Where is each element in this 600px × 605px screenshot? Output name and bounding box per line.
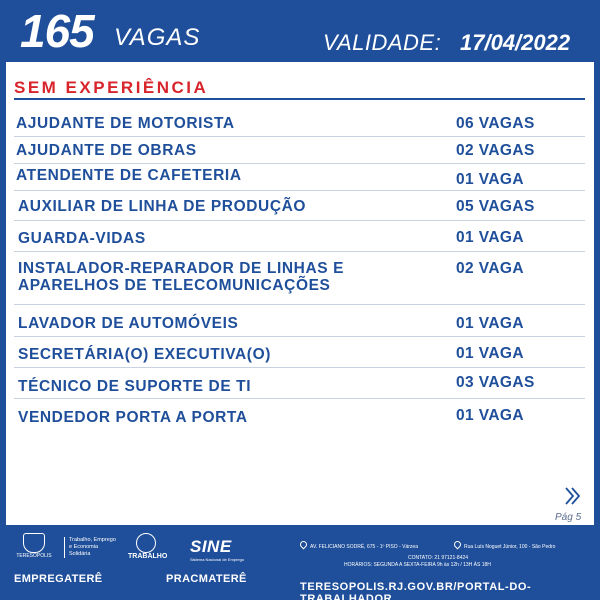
job-title: AUXILIAR DE LINHA DE PRODUÇÃO	[18, 198, 307, 215]
validity-date: 17/04/2022	[460, 30, 571, 55]
left-border	[0, 0, 6, 600]
vacancy-count: 165	[20, 5, 94, 57]
double-chevron-right-icon[interactable]	[561, 484, 587, 510]
secretaria-line: Solidária	[69, 551, 91, 557]
job-title: TÉCNICO DE SUPORTE DE TI	[18, 378, 252, 395]
job-title: VENDEDOR PORTA A PORTA	[18, 409, 248, 426]
job-vacancies: 03 VAGAS	[456, 374, 535, 391]
trabalho-label: TRABALHO	[128, 553, 168, 560]
sine-name: SINE	[190, 537, 232, 556]
empregatere-logo: EMPREGATERÊ	[14, 573, 103, 585]
job-vacancies: 06 VAGAS	[456, 115, 535, 132]
job-vacancies: 01 VAGA	[456, 171, 524, 188]
header-banner	[0, 0, 600, 62]
sine-subtitle: Sistema Nacional de Emprego	[190, 557, 245, 562]
map-pin-icon	[299, 540, 309, 550]
prefeitura-logo	[10, 533, 58, 571]
job-row	[14, 112, 585, 137]
map-pin-icon	[453, 540, 463, 550]
page-number: Pág 5	[555, 512, 582, 523]
address-secondary-text: Rua Luís Noguet Júnior, 100 - São Pedro	[464, 544, 556, 550]
address-primary	[300, 541, 418, 550]
job-vacancies: 01 VAGA	[456, 229, 524, 246]
job-vacancies: 01 VAGA	[456, 315, 524, 332]
section-divider	[14, 98, 585, 100]
address-secondary	[454, 541, 555, 550]
job-title: INSTALADOR-REPARADOR DE LINHAS E APARELHOS DE TELECOMUNICAÇÕES	[18, 260, 345, 294]
job-title: AJUDANTE DE OBRAS	[16, 142, 197, 159]
job-vacancies: 05 VAGAS	[456, 198, 535, 215]
sine-logo	[190, 537, 244, 562]
secretaria-line: e Economia	[69, 544, 99, 550]
job-title: LAVADOR DE AUTOMÓVEIS	[18, 315, 239, 332]
coat-of-arms-icon	[23, 533, 45, 553]
seal-icon	[136, 533, 156, 553]
job-row	[14, 254, 585, 305]
job-row	[14, 194, 585, 221]
trabalho-logo	[128, 533, 168, 560]
validity-label: VALIDADE:	[323, 30, 442, 55]
job-row	[14, 370, 585, 399]
job-vacancies: 02 VAGAS	[456, 142, 535, 159]
vacancy-count-label: VAGAS	[114, 24, 201, 51]
secretaria-text	[64, 537, 116, 558]
job-title: SECRETÁRIA(O) EXECUTIVA(O)	[18, 346, 271, 363]
contact-phone: CONTATO: 21 97121-8424	[408, 555, 469, 561]
pracmatere-logo: PRACMATERÊ	[166, 573, 247, 585]
job-vacancies: 02 VAGA	[456, 260, 524, 277]
job-row	[14, 139, 585, 164]
footer	[0, 525, 600, 605]
job-vacancies: 01 VAGA	[456, 407, 524, 424]
job-row	[14, 166, 585, 191]
next-page-glyph	[561, 484, 585, 508]
job-row	[14, 401, 585, 431]
portal-link[interactable]: TERESOPOLIS.RJ.GOV.BR/PORTAL-DO-TRABALHADOR	[300, 581, 532, 605]
secretaria-line: Trabalho, Emprego	[69, 537, 116, 543]
job-vacancies: 01 VAGA	[456, 345, 524, 362]
opening-hours: HORÁRIOS: SEGUNDA A SEXTA-FEIRA 9h às 12h / 13H ÀS 18H	[344, 562, 491, 568]
job-row	[14, 308, 585, 337]
job-row	[14, 339, 585, 368]
job-title: GUARDA-VIDAS	[18, 230, 146, 247]
section-title: SEM EXPERIÊNCIA	[14, 78, 209, 97]
job-title: ATENDENTE DE CAFETERIA	[16, 167, 242, 184]
job-title: AJUDANTE DE MOTORISTA	[16, 115, 235, 132]
job-row	[14, 223, 585, 252]
right-border	[594, 0, 600, 600]
prefeitura-name: TERESÓPOLIS	[16, 553, 52, 559]
address-primary-text: AV. FELICIANO SODRÉ, 675 - 1º PISO - Várzea	[310, 544, 418, 550]
